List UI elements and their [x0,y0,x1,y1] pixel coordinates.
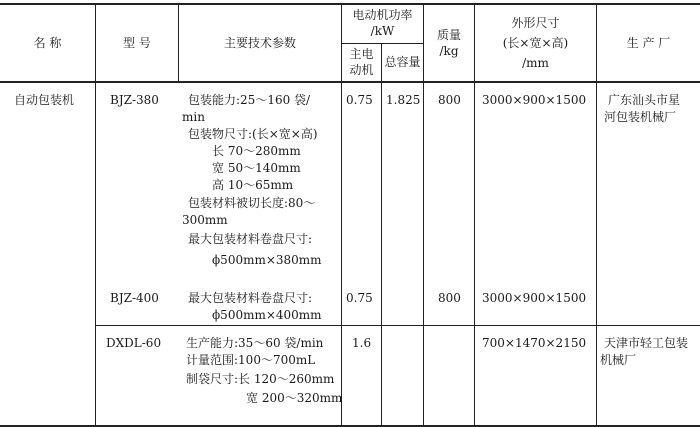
dimensions: 3000×900×1500 [482,93,587,107]
param-line: 包装能力:25～160 袋/ [188,93,311,107]
param-line: ϕ500mm×400mm [212,308,322,322]
col-divider-name [95,4,96,426]
group-separator-rule [95,325,700,326]
param-line: 最大包装材料卷盘尺寸: [188,232,313,246]
header-main-motor-line1: 主电 [349,47,374,61]
mass: 800 [438,291,461,305]
header-power-title: 电动机功率 [352,8,413,22]
param-line: min [182,110,205,124]
param-line: 最大包装材料卷盘尺寸: [188,291,313,305]
equipment-name: 自动包装机 [14,93,75,107]
table-top-rule [0,3,700,5]
param-line: 生产能力:35～60 袋/min [186,336,324,350]
dimensions: 700×1470×2150 [482,336,587,350]
header-maker: 生 产 厂 [626,36,671,50]
header-mass-line2: /kg [439,44,459,58]
param-line: 宽 200～320mm [246,391,343,405]
param-line: 计量范围:100～700mL [186,353,316,367]
col-divider-dims [596,4,597,426]
param-line: ϕ500mm×380mm [212,253,322,267]
param-line: 长 70～280mm [212,144,301,158]
header-main-motor-line2: 动机 [349,63,374,77]
header-bottom-rule [0,81,700,83]
manufacturer-line1: 广东汕头市星 [608,93,681,107]
header-dims-line1: 外形尺寸 [511,16,560,30]
header-power-unit: /kW [370,24,395,38]
param-line: 包装材料被切长度:80～ [188,196,316,210]
total-capacity: 1.825 [386,93,421,107]
mass: 800 [438,93,461,107]
main-motor-power: 1.6 [352,336,372,350]
model-bjz400: BJZ-400 [110,291,159,305]
main-motor-power: 0.75 [346,93,373,107]
power-subheader-rule [341,43,423,44]
model-bjz380: BJZ-380 [110,93,159,107]
manufacturer-line1: 天津市轻工包装 [604,336,689,350]
header-params: 主要技术参数 [223,36,296,50]
header-dims-line2: (长×宽×高) [502,36,569,50]
param-line: 制袋尺寸:长 120～260mm [186,372,335,386]
col-divider-total [423,4,424,426]
col-divider-power [381,44,382,426]
param-line: 包装物尺寸:(长×宽×高) [188,127,318,141]
manufacturer-line2: 机械厂 [600,353,637,367]
header-mass-line1: 质量 [436,28,461,42]
main-motor-power: 0.75 [346,291,373,305]
header-model: 型 号 [123,36,151,50]
header-total-capacity: 总容量 [384,55,421,69]
manufacturer-line2: 河包装机械厂 [604,110,677,124]
param-line: 高 10～65mm [212,178,294,192]
dimensions: 3000×900×1500 [482,291,587,305]
header-name: 名 称 [33,36,62,50]
param-line: 宽 50～140mm [212,161,301,175]
model-dxdl60: DXDL-60 [106,336,162,350]
param-line: 300mm [182,213,228,227]
header-dims-line3: /mm [522,56,549,70]
